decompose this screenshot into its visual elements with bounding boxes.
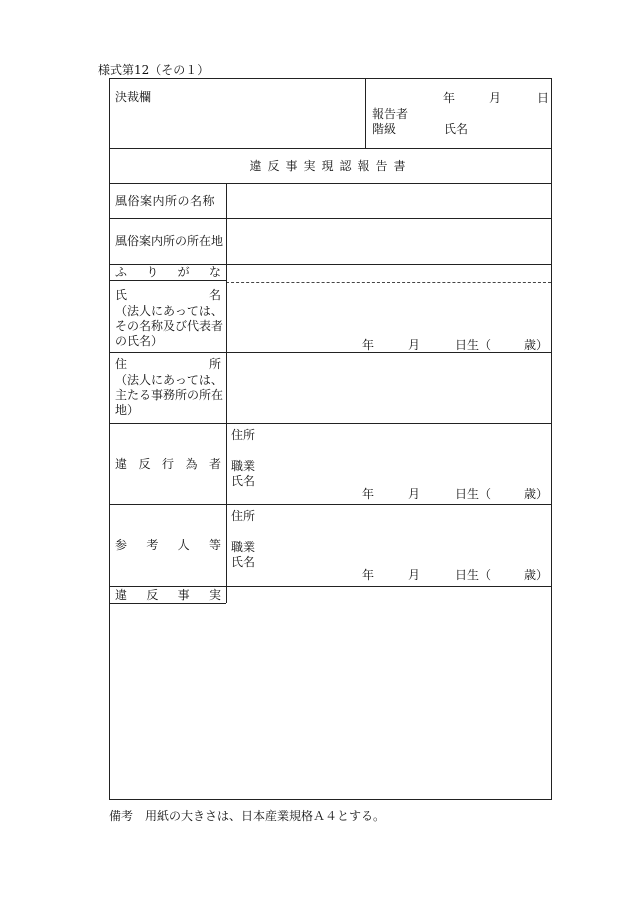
address-label bbox=[115, 357, 221, 371]
violator-address-field: 住所 bbox=[231, 428, 256, 442]
form-number: 様式第12（その１） bbox=[98, 63, 210, 77]
reference-birth-day: 日生（ bbox=[455, 568, 492, 582]
footer-note: 備考 用紙の大きさは、日本産業規格Ａ４とする。 bbox=[109, 809, 386, 823]
divider bbox=[110, 423, 551, 424]
reference-birth-month: 月 bbox=[408, 568, 421, 582]
furigana-char: が bbox=[177, 265, 190, 279]
violation-report-form bbox=[109, 78, 552, 800]
violator-label-char: 違 bbox=[115, 457, 128, 471]
form-title: 違反事実現認報告書 bbox=[249, 159, 412, 173]
violator-label-char: 行 bbox=[161, 457, 174, 471]
furigana-label bbox=[115, 265, 221, 279]
facts-label-char: 事 bbox=[177, 588, 190, 602]
reference-label-char: 参 bbox=[115, 538, 128, 552]
name-age: 歳） bbox=[524, 338, 549, 352]
divider bbox=[110, 586, 551, 587]
violator-birth-year: 年 bbox=[362, 487, 375, 501]
divider bbox=[110, 280, 226, 281]
name-label bbox=[115, 288, 221, 302]
date-year: 年 bbox=[443, 91, 456, 105]
facts-label-char: 実 bbox=[208, 588, 221, 602]
divider bbox=[110, 183, 551, 184]
shop-address-label: 風俗案内所の所在地 bbox=[115, 234, 224, 248]
divider bbox=[110, 603, 226, 604]
reference-label bbox=[115, 538, 221, 552]
shop-name-label: 風俗案内所の名称 bbox=[115, 194, 216, 208]
reference-name-field: 氏名 bbox=[231, 555, 256, 569]
name-birth-year: 年 bbox=[362, 338, 375, 352]
approval-label: 決裁欄 bbox=[115, 90, 152, 104]
divider bbox=[226, 183, 227, 603]
reference-label-char: 考 bbox=[146, 538, 159, 552]
dashed-divider bbox=[226, 282, 551, 283]
divider bbox=[365, 79, 366, 148]
address-label-char: 所 bbox=[208, 357, 221, 371]
reporter-label: 報告者 bbox=[372, 107, 409, 121]
reference-address-field: 住所 bbox=[231, 509, 256, 523]
address-note: 主たる事務所の所在 bbox=[115, 388, 224, 402]
name-label-char: 氏 bbox=[115, 288, 128, 302]
divider bbox=[110, 148, 551, 149]
date-day: 日 bbox=[537, 91, 550, 105]
rank-label: 階級 bbox=[372, 122, 397, 136]
facts-label-char: 反 bbox=[146, 588, 159, 602]
violator-label-char: 反 bbox=[138, 457, 151, 471]
reference-age: 歳） bbox=[524, 568, 549, 582]
divider bbox=[110, 218, 551, 219]
reference-birth-year: 年 bbox=[362, 568, 375, 582]
name-note: の氏名） bbox=[115, 334, 164, 348]
reporter-name-label: 氏名 bbox=[444, 122, 469, 136]
name-birth-month: 月 bbox=[408, 338, 421, 352]
facts-label-char: 違 bbox=[115, 588, 128, 602]
date-month: 月 bbox=[489, 91, 502, 105]
violator-age: 歳） bbox=[524, 487, 549, 501]
reference-label-char: 人 bbox=[177, 538, 190, 552]
violator-label-char: 者 bbox=[208, 457, 221, 471]
reference-label-char: 等 bbox=[208, 538, 221, 552]
name-birth-day: 日生（ bbox=[455, 338, 492, 352]
violator-birth-day: 日生（ bbox=[455, 487, 492, 501]
facts-label bbox=[115, 588, 221, 602]
name-note: （法人にあっては、 bbox=[115, 304, 223, 318]
divider bbox=[110, 352, 551, 353]
furigana-char: ふ bbox=[115, 265, 128, 279]
violator-label bbox=[115, 457, 221, 471]
reference-occupation-field: 職業 bbox=[231, 540, 256, 554]
violator-label-char: 為 bbox=[185, 457, 198, 471]
furigana-char: な bbox=[208, 265, 221, 279]
address-label-char: 住 bbox=[115, 357, 128, 371]
address-note: 地） bbox=[115, 403, 140, 417]
furigana-char: り bbox=[146, 265, 159, 279]
name-note: その名称及び代表者 bbox=[115, 319, 224, 333]
violator-occupation-field: 職業 bbox=[231, 459, 256, 473]
violator-name-field: 氏名 bbox=[231, 474, 256, 488]
divider bbox=[110, 504, 551, 505]
address-note: （法人にあっては、 bbox=[115, 373, 223, 387]
name-label-char: 名 bbox=[208, 288, 221, 302]
violator-birth-month: 月 bbox=[408, 487, 421, 501]
